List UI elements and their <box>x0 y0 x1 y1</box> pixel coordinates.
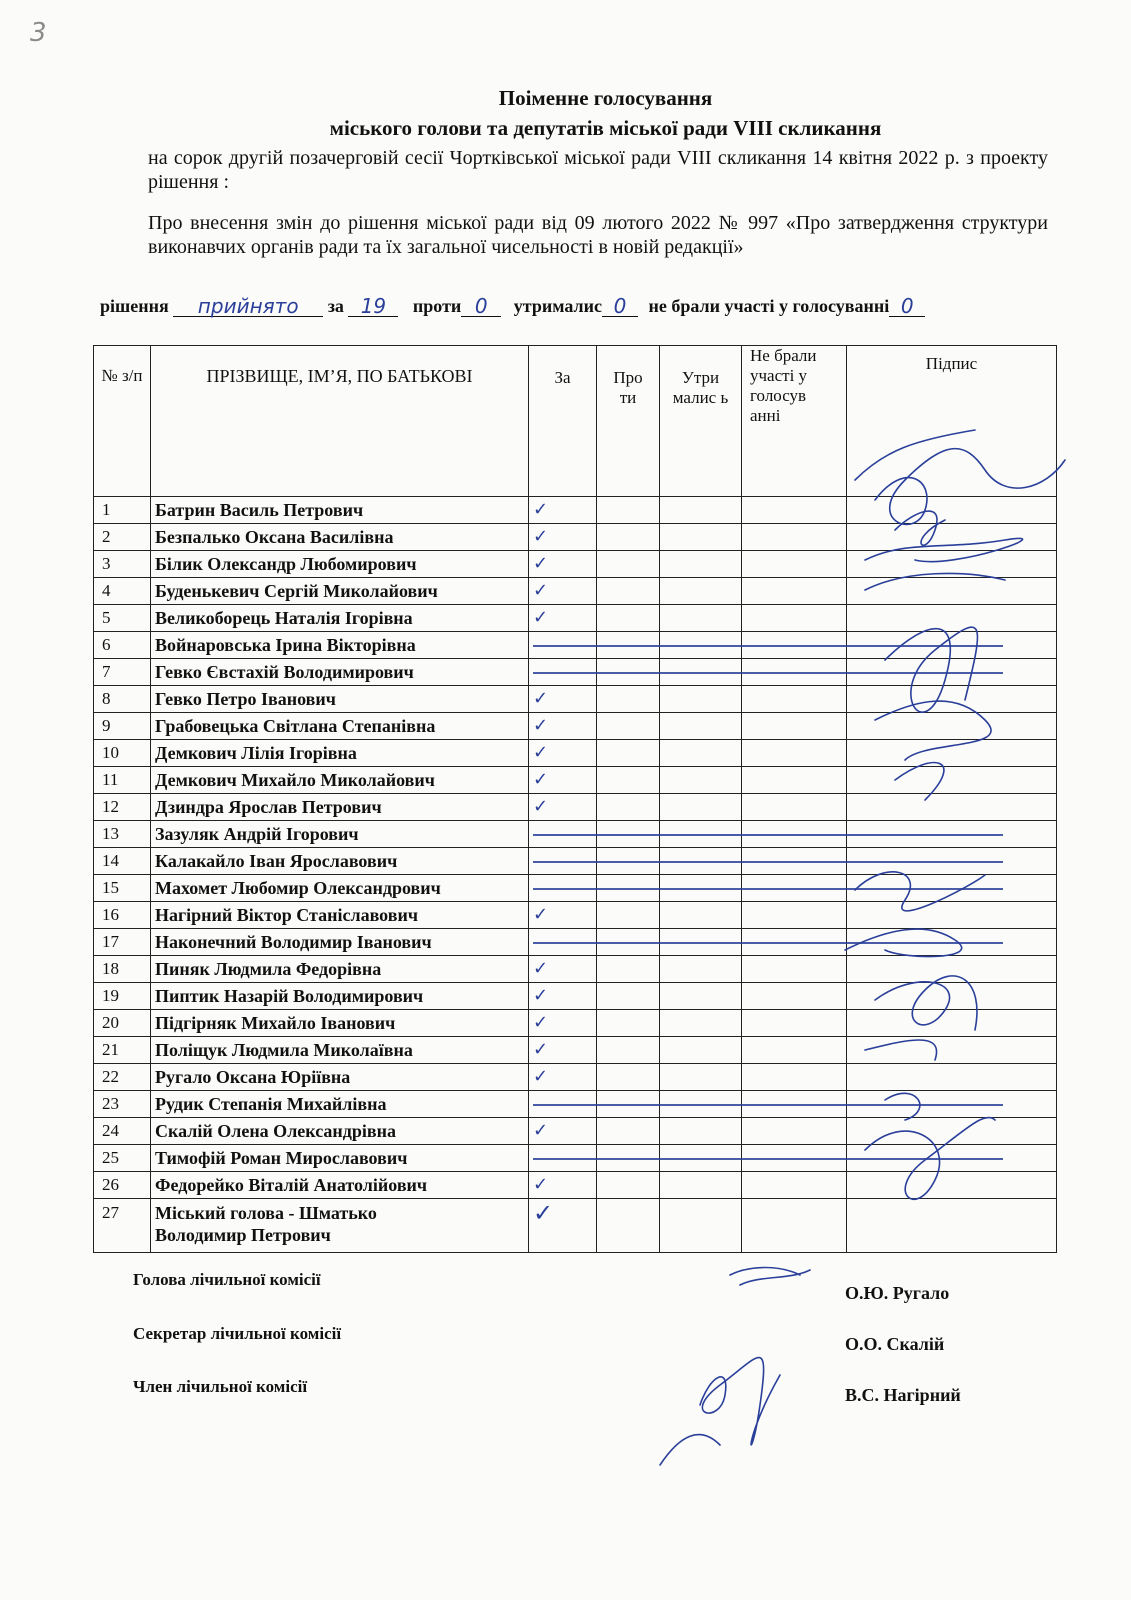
row-number: 7 <box>94 659 151 686</box>
row-number: 6 <box>94 632 151 659</box>
member-name <box>151 1199 529 1253</box>
decision-label: рішення <box>100 296 169 316</box>
col-signature-header: Підпис <box>847 346 1057 497</box>
row-number: 22 <box>94 1064 151 1091</box>
vote-abstain-cell <box>660 551 742 578</box>
chair-name: О.Ю. Ругало <box>845 1283 950 1303</box>
vote-for-cell: ✓ <box>529 524 597 551</box>
vote-abstain-cell <box>660 1010 742 1037</box>
row-number: 20 <box>94 1010 151 1037</box>
member-name: Білик Олександр Любомирович <box>151 551 529 578</box>
vote-against-cell <box>597 956 660 983</box>
member-name: Скалій Олена Олександрівна <box>151 1118 529 1145</box>
session-intro: на сорок другій позачерговій сесії Чортківської міської ради VIII скликання 14 квітня 2022 р. з проекту рішення : <box>148 147 1048 193</box>
vote-abstain-cell <box>660 1037 742 1064</box>
vote-abstain-cell <box>660 605 742 632</box>
member-name: Підгірняк Михайло Іванович <box>151 1010 529 1037</box>
member-name: Калакайло Іван Ярославович <box>151 848 529 875</box>
vote-against-cell <box>597 551 660 578</box>
notvoting-label: не брали участі у голосуванні <box>648 296 890 316</box>
vote-notvoting-cell <box>742 1199 847 1253</box>
vote-for-cell: ✓ <box>529 956 597 983</box>
vote-for-cell: ✓ <box>529 497 597 524</box>
vote-against-cell <box>597 497 660 524</box>
row-number: 1 <box>94 497 151 524</box>
against-label: проти <box>412 296 462 316</box>
vote-for-cell: ✓ <box>529 605 597 632</box>
col-against-header: Про ти <box>597 346 660 497</box>
vote-against-cell <box>597 605 660 632</box>
vote-notvoting-cell <box>742 1064 847 1091</box>
vote-notvoting-cell <box>742 983 847 1010</box>
col-for-header: За <box>529 346 597 497</box>
vote-against-cell <box>597 1037 660 1064</box>
vote-notvoting-cell <box>742 767 847 794</box>
vote-for-cell: ✓ <box>529 740 597 767</box>
member-name: Поліщук Людмила Миколаївна <box>151 1037 529 1064</box>
member-name: Безпалько Оксана Василівна <box>151 524 529 551</box>
vote-against-cell <box>597 1010 660 1037</box>
row-number: 19 <box>94 983 151 1010</box>
abstain-label: утрималис <box>513 296 602 316</box>
vote-against-cell <box>597 524 660 551</box>
row-number: 21 <box>94 1037 151 1064</box>
vote-against-cell <box>597 1172 660 1199</box>
row-number: 18 <box>94 956 151 983</box>
vote-abstain-cell <box>660 740 742 767</box>
row-number: 15 <box>94 875 151 902</box>
member-name: Дзиндра Ярослав Петрович <box>151 794 529 821</box>
vote-notvoting-cell <box>742 605 847 632</box>
member-name-line2: Володимир Петрович <box>155 1225 331 1245</box>
member-name: Гевко Петро Іванович <box>151 686 529 713</box>
member-name: Пиняк Людмила Федорівна <box>151 956 529 983</box>
vote-notvoting-cell <box>742 1118 847 1145</box>
vote-notvoting-cell <box>742 1037 847 1064</box>
row-number: 23 <box>94 1091 151 1118</box>
vote-against-cell <box>597 1199 660 1253</box>
vote-for-cell: ✓ <box>529 767 597 794</box>
page-number: 3 <box>30 18 47 48</box>
vote-notvoting-cell <box>742 902 847 929</box>
vote-abstain-cell <box>660 1064 742 1091</box>
member-name: Буденькевич Сергій Миколайович <box>151 578 529 605</box>
vote-notvoting-cell <box>742 497 847 524</box>
vote-notvoting-cell <box>742 1010 847 1037</box>
vote-for-cell: ✓ <box>529 983 597 1010</box>
member-label: Член лічильної комісії <box>133 1377 308 1396</box>
member-name: Рудик Степанія Михайлівна <box>151 1091 529 1118</box>
member-name: Ругало Оксана Юріївна <box>151 1064 529 1091</box>
vote-abstain-cell <box>660 686 742 713</box>
vote-against-cell <box>597 902 660 929</box>
document-subtitle: міського голови та депутатів міської ради VIII скликання <box>329 116 882 140</box>
vote-abstain-cell <box>660 983 742 1010</box>
vote-against-cell <box>597 983 660 1010</box>
col-name-header: ПРІЗВИЩЕ, ІМ’Я, ПО БАТЬКОВІ <box>151 346 529 497</box>
vote-abstain-cell <box>660 1118 742 1145</box>
member-name: Федорейко Віталій Анатолійович <box>151 1172 529 1199</box>
vote-abstain-cell <box>660 713 742 740</box>
vote-abstain-cell <box>660 578 742 605</box>
vote-notvoting-cell <box>742 740 847 767</box>
member-name: Грабовецька Світлана Степанівна <box>151 713 529 740</box>
row-number: 2 <box>94 524 151 551</box>
vote-notvoting-cell <box>742 956 847 983</box>
row-number: 26 <box>94 1172 151 1199</box>
row-number: 14 <box>94 848 151 875</box>
vote-for-cell: ✓ <box>529 1118 597 1145</box>
row-number: 13 <box>94 821 151 848</box>
vote-against-cell <box>597 578 660 605</box>
member-name: Тимофій Роман Мирославович <box>151 1145 529 1172</box>
vote-against-cell <box>597 794 660 821</box>
decision-value: прийнято <box>173 294 323 317</box>
row-number: 24 <box>94 1118 151 1145</box>
secretary-label: Секретар лічильної комісії <box>133 1324 342 1343</box>
vote-abstain-cell <box>660 1172 742 1199</box>
member-name: Махомет Любомир Олександрович <box>151 875 529 902</box>
vote-for-cell: ✓ <box>529 578 597 605</box>
signatures-scribble <box>845 420 1065 1220</box>
vote-for-cell: ✓ <box>529 1064 597 1091</box>
row-number: 27 <box>94 1199 151 1253</box>
vote-abstain-cell <box>660 902 742 929</box>
row-number: 3 <box>94 551 151 578</box>
vote-abstain-cell <box>660 524 742 551</box>
vote-for-cell: ✓ <box>529 902 597 929</box>
vote-for-cell: ✓ <box>529 794 597 821</box>
against-count: 0 <box>461 294 501 317</box>
col-notvoting-header: Не брали участі у голосув анні <box>742 346 847 497</box>
vote-notvoting-cell <box>742 1172 847 1199</box>
row-number: 12 <box>94 794 151 821</box>
vote-for-cell: ✓ <box>529 1172 597 1199</box>
member-name: В.С. Нагірний <box>845 1385 961 1405</box>
document-title: Поіменне голосування <box>498 86 713 110</box>
row-number: 17 <box>94 929 151 956</box>
commission-signatures <box>640 1255 820 1475</box>
member-name: Наконечний Володимир Іванович <box>151 929 529 956</box>
row-number: 10 <box>94 740 151 767</box>
row-number: 9 <box>94 713 151 740</box>
row-number: 25 <box>94 1145 151 1172</box>
vote-against-cell <box>597 713 660 740</box>
for-label: за <box>327 296 344 316</box>
vote-against-cell <box>597 740 660 767</box>
vote-for-cell: ✓ <box>529 1010 597 1037</box>
vote-notvoting-cell <box>742 578 847 605</box>
notvoting-count: 0 <box>889 294 925 317</box>
vote-for-cell: ✓ <box>529 686 597 713</box>
vote-abstain-cell <box>660 956 742 983</box>
project-title: Про внесення змін до рішення міської ради від 09 лютого 2022 № 997 «Про затвердження структури виконавчих органів ради та їх загальної чисельності в новій редакції» <box>148 212 1048 258</box>
secretary-name: О.О. Скалій <box>845 1334 945 1354</box>
vote-against-cell <box>597 767 660 794</box>
abstain-count: 0 <box>602 294 638 317</box>
vote-for-cell: ✓ <box>529 1037 597 1064</box>
member-name-line1: Міський голова - Шматько <box>155 1203 377 1223</box>
vote-for-cell: ✓ <box>529 551 597 578</box>
member-name: Батрин Василь Петрович <box>151 497 529 524</box>
member-name: Нагірний Віктор Станіславович <box>151 902 529 929</box>
col-abstain-header: Утри малис ь <box>660 346 742 497</box>
row-number: 16 <box>94 902 151 929</box>
decision-summary <box>100 294 925 317</box>
row-number: 4 <box>94 578 151 605</box>
row-number: 11 <box>94 767 151 794</box>
member-name: Пиптик Назарій Володимирович <box>151 983 529 1010</box>
vote-notvoting-cell <box>742 524 847 551</box>
member-name: Великоборець Наталія Ігорівна <box>151 605 529 632</box>
vote-notvoting-cell <box>742 713 847 740</box>
vote-against-cell <box>597 686 660 713</box>
chair-label: Голова лічильної комісії <box>133 1270 321 1289</box>
vote-against-cell <box>597 1064 660 1091</box>
vote-for-cell: ✓ <box>529 1199 597 1253</box>
row-number: 8 <box>94 686 151 713</box>
for-count: 19 <box>348 294 398 317</box>
member-name: Гевко Євстахій Володимирович <box>151 659 529 686</box>
vote-abstain-cell <box>660 794 742 821</box>
vote-notvoting-cell <box>742 794 847 821</box>
vote-abstain-cell <box>660 1199 742 1253</box>
vote-abstain-cell <box>660 497 742 524</box>
vote-notvoting-cell <box>742 686 847 713</box>
member-name: Войнаровська Ірина Вікторівна <box>151 632 529 659</box>
vote-abstain-cell <box>660 767 742 794</box>
col-num-header: № з/п <box>94 346 151 497</box>
vote-against-cell <box>597 1118 660 1145</box>
member-name: Демкович Михайло Миколайович <box>151 767 529 794</box>
vote-notvoting-cell <box>742 551 847 578</box>
vote-for-cell: ✓ <box>529 713 597 740</box>
member-name: Демкович Лілія Ігорівна <box>151 740 529 767</box>
member-name: Зазуляк Андрій Ігорович <box>151 821 529 848</box>
row-number: 5 <box>94 605 151 632</box>
